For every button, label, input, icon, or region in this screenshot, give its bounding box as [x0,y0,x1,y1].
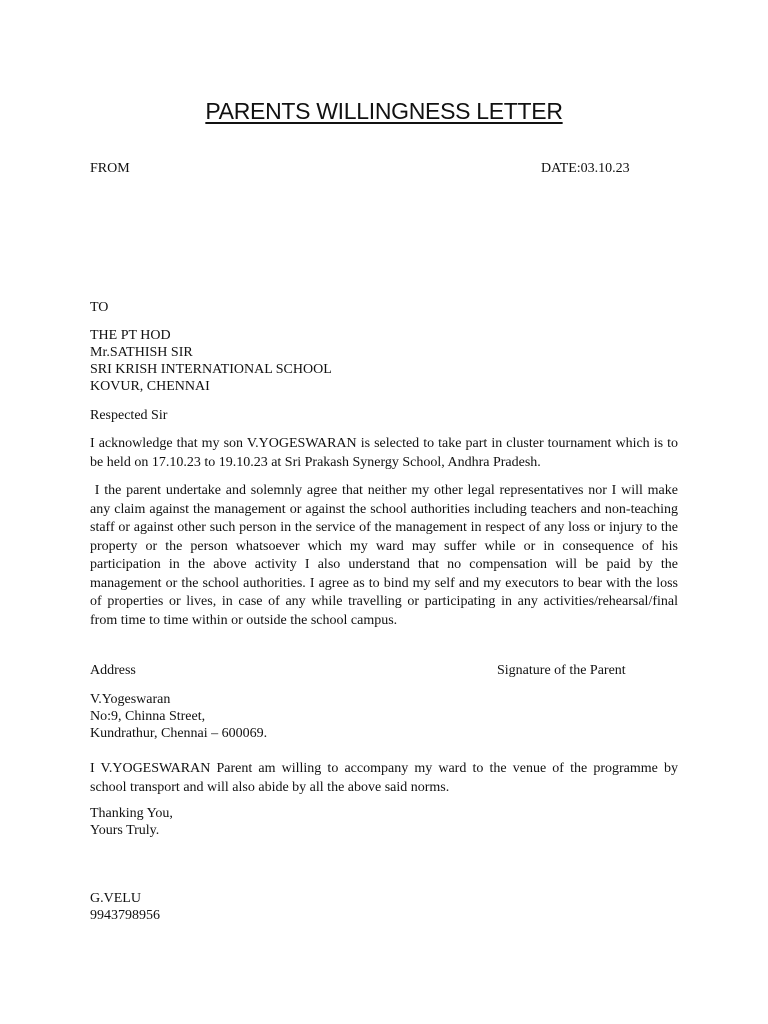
signer-block [90,890,160,924]
to-label: TO [90,300,109,315]
recipient-block [90,327,332,395]
recipient-line: THE PT HOD [90,328,171,343]
letter-date: DATE:03.10.23 [541,161,630,176]
from-label: FROM [90,161,130,176]
address-line: No:9, Chinna Street, [90,709,206,724]
closing-line: Thanking You, [90,806,173,821]
closing-line: Yours Truly. [90,823,160,838]
signer-phone: 9943798956 [90,908,160,923]
signer-name: G.VELU [90,891,141,906]
paragraph-accompany: I V.YOGESWARAN Parent am willing to accompany my ward to the venue of the programme by school transport and will also abide by all the above said norms. [90,761,678,795]
recipient-line: SRI KRISH INTERNATIONAL SCHOOL [90,362,332,377]
salutation: Respected Sir [90,408,168,423]
address-line: V.Yogeswaran [90,692,171,707]
address-block [90,691,267,742]
closing-block [90,805,173,839]
letter-title: PARENTS WILLINGNESS LETTER [205,98,563,124]
address-line: Kundrathur, Chennai – 600069. [90,726,268,741]
signature-label: Signature of the Parent [497,663,626,678]
address-label: Address [90,663,136,678]
recipient-line: Mr.SATHISH SIR [90,345,193,360]
recipient-line: KOVUR, CHENNAI [90,379,210,394]
paragraph-undertaking: I the parent undertake and solemnly agree that neither my other legal representatives nor I will make any claim against the management or against the school authorities including teachers and non-teaching staff or against other such person in the service of the management in respect of any loss or injury to the property or the person whatsoever which my ward may suffer while or in consequence of his participation in the above activity I also understand that no compensation will be paid by the management or the school authorities. I agree as to bind my self and my executors to bear with the loss of properties or lives, in case of any while travelling or participating in any activities/rehearsal/final from time to time within or outside the school campus. [90,483,678,628]
paragraph-acknowledgement: I acknowledge that my son V.YOGESWARAN is selected to take part in cluster tournament which is to be held on 17.10.23 to 19.10.23 at Sri Prakash Synergy School, Andhra Pradesh. [90,436,678,470]
